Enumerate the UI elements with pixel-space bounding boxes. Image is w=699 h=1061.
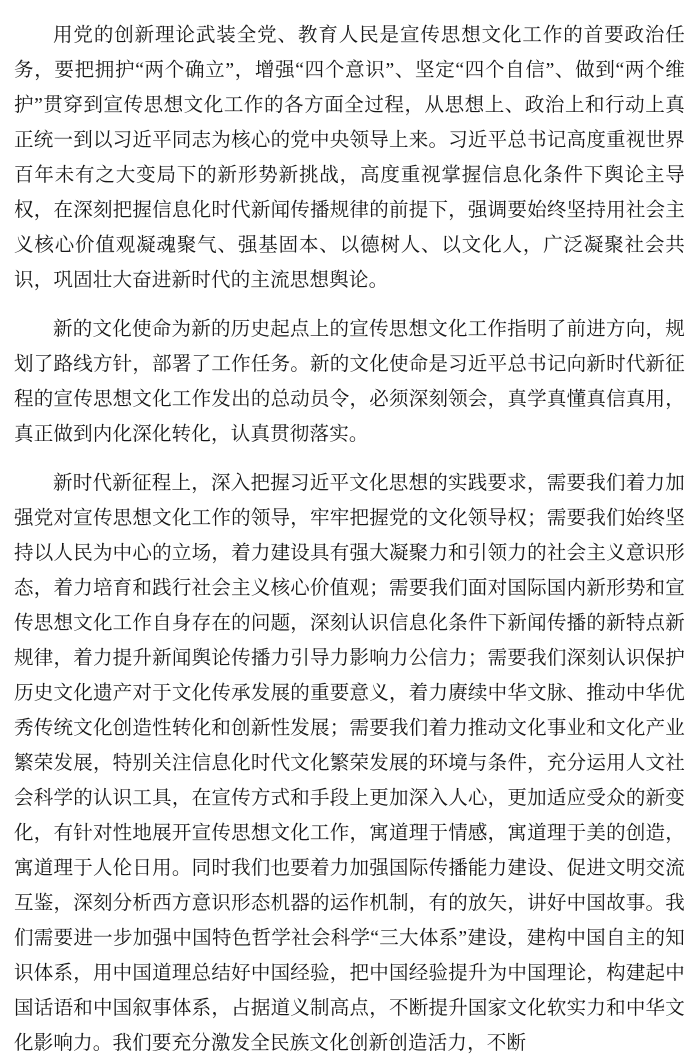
paragraph-1: 用党的创新理论武装全党、教育人民是宣传思想文化工作的首要政治任务，要把拥护“两个确立”，增强“四个意识”、坚定“四个自信”、做到“两个维护”贯穿到宣传思想文化工作的各方面全过程，从思想上、政治上和行动上真正统一到以习近平同志为核心的党中央领导上来。习近平总书记高度重视世界百年未有之大变局下的新形势新挑战，高度重视掌握信息化条件下舆论主导权，在深刻把握信息化时代新闻传播规律的前提下，强调要始终坚持用社会主义核心价值观凝魂聚气、强基固本、以德树人、以文化人，广泛凝聚社会共识，巩固壮大奋进新时代的主流思想舆论。 bbox=[14, 25, 685, 291]
paragraph-3: 新时代新征程上，深入把握习近平文化思想的实践要求，需要我们着力加强党对宣传思想文化工作的领导，牢牢把握党的文化领导权；需要我们始终坚持以人民为中心的立场，着力建设具有强大凝聚力和引领力的社会主义意识形态，着力培育和践行社会主义核心价值观；需要我们面对国际国内新形势和宣传思想文化工作自身存在的问题，深刻认识信息化条件下新闻传播的新特点新规律，着力提升新闻舆论传播力引导力影响力公信力；需要我们深刻认识保护历史文化遗产对于文化传承发展的重要意义，着力赓续中华文脉、推动中华优秀传统文化创造性转化和创新性发展；需要我们着力推动文化事业和文化产业繁荣发展，特别关注信息化时代文化繁荣发展的环境与条件，充分运用人文社会科学的认识工具，在宣传方式和手段上更加深入人心，更加适应受众的新变化，有针对性地展开宣传思想文化工作，寓道理于情感，寓道理于美的创造，寓道理于人伦日用。同时我们也要着力加强国际传播能力建设、促进文明交流互鉴，深刻分析西方意识形态机器的运作机制，有的放矢，讲好中国故事。我们需要进一步加强中国特色哲学社会科学“三大体系”建设，建构中国自主的知识体系，用中国道理总结好中国经验，把中国经验提升为中国理论，构建起中国话语和中国叙事体系，占据道义制高点，不断提升国家文化软实力和中华文化影响力。我们要充分激发全民族文化创新创造活力，不断 bbox=[14, 473, 685, 1054]
document-body bbox=[14, 18, 685, 1061]
paragraph-2: 新的文化使命为新的历史起点上的宣传思想文化工作指明了前进方向，规划了路线方针，部署了工作任务。新的文化使命是习近平总书记向新时代新征程的宣传思想文化工作发出的总动员令，必须深刻领会，真学真懂真信真用，真正做到内化深化转化，认真贯彻落实。 bbox=[14, 319, 685, 445]
